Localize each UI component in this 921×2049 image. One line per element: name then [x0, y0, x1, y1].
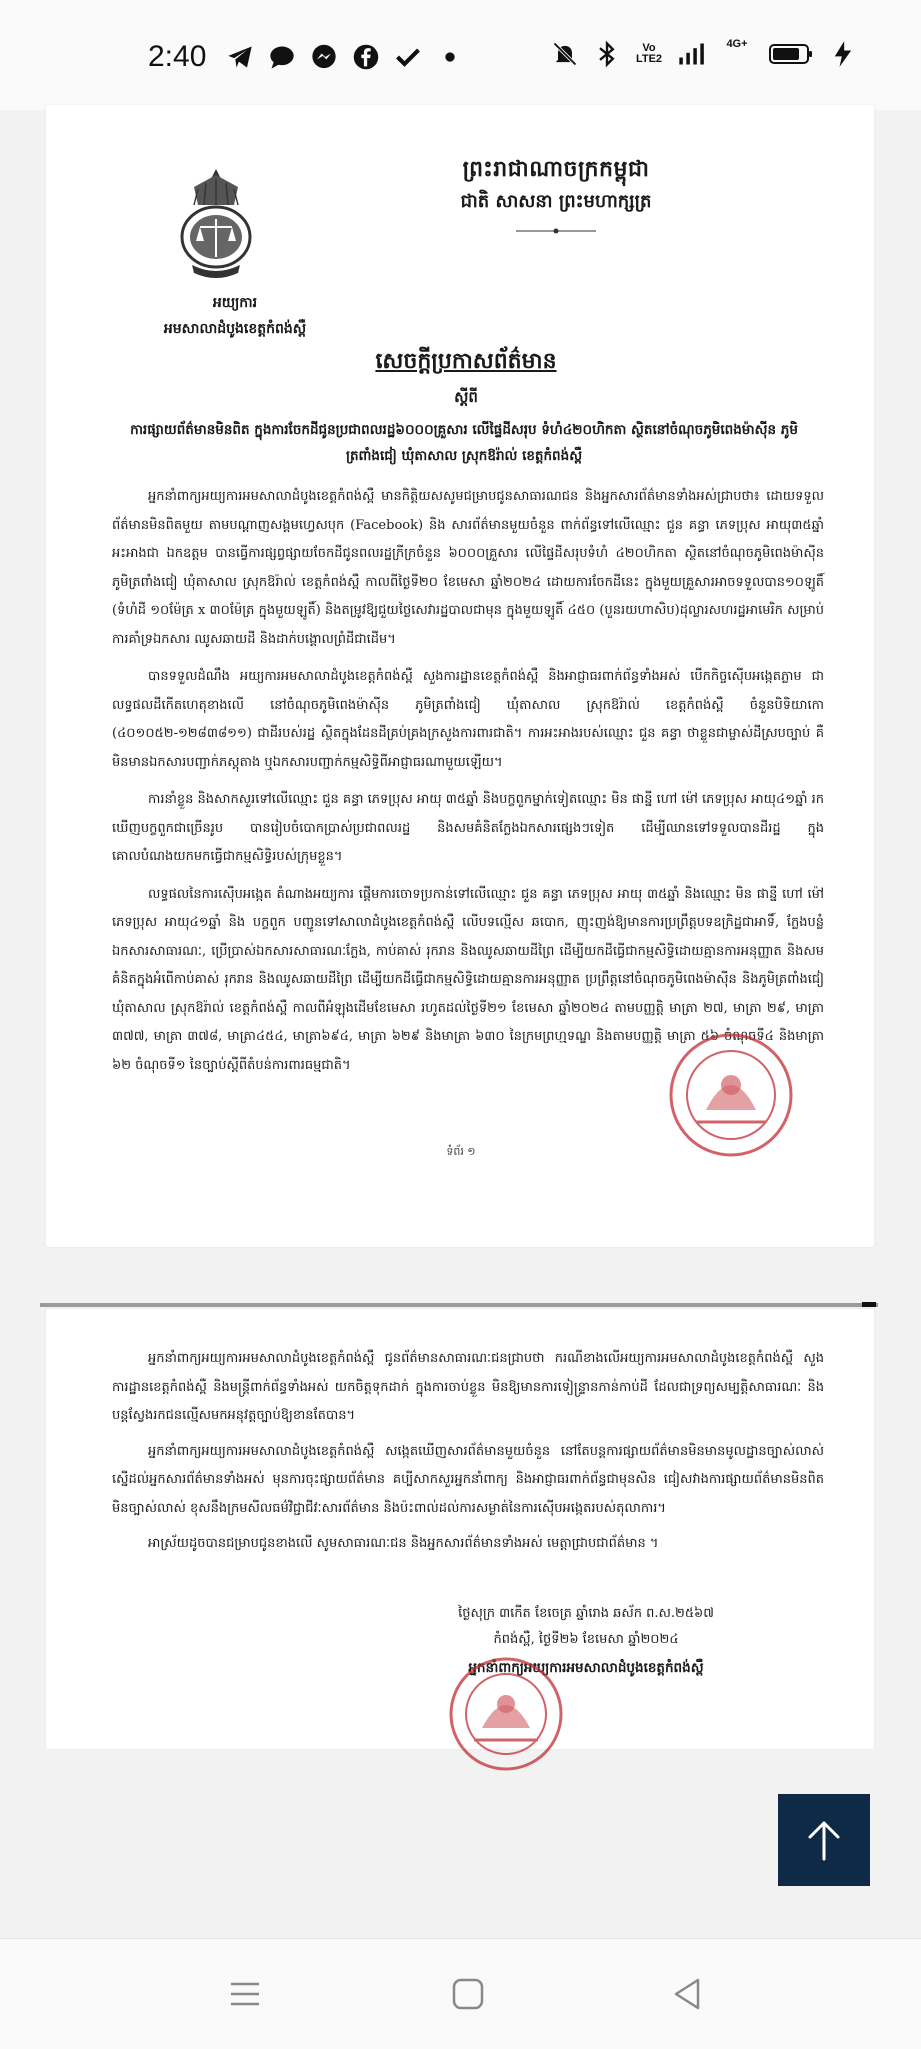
paragraph: ការនាំខ្លួន និងសាកសួរទៅលើឈ្មោះ ជួន គន្ធា ភេទប្រុស អាយុ ៣៥ឆ្នាំ និងបក្ខពួកម្នាក់ទៀតឈ្មោះ មិន ផាន្នី ហៅ ម៉ៅ ភេទប្រុស អាយុ៤១ឆ្នាំ រកឃើញបក្ខពួកជាច្រើនរូប បានរៀបចំបោកប្រាស់ប្រជាពលរដ្ឋ និងសមគំនិតក្លែងឯកសារផ្សេងៗទៀត ដើម្បីឈានទៅទទួលបានដីរដ្ឋ ក្នុងគោលបំណងយកមកធ្វើជាកម្មសិទ្ធិរបស់ក្រុមខ្លួន។ [112, 792, 824, 864]
chat-bubble-icon [268, 43, 296, 71]
page-divider [40, 1303, 878, 1307]
home-button[interactable] [448, 1974, 488, 2014]
document-page-1 [46, 105, 874, 1247]
document-page-2 [46, 1309, 874, 1749]
ornament-divider [516, 227, 596, 235]
back-icon [670, 1976, 706, 2012]
paragraph: លទ្ធផលនៃការស៊ើបអង្កេត តំណាងអយ្យការ ផ្ដើមការចោទប្រកាន់ទៅលើឈ្មោះ ជួន គន្ធា ភេទប្រុស អាយុ ៣៥ឆ្នាំ និងឈ្មោះ មិន ផាន្នី ហៅ ម៉ៅ ភេទប្រុស អាយុ៤១ឆ្នាំ និង បក្ខពួក បញ្ជូនទៅសាលាដំបូងខេត្តកំពង់ស្ពឺ លើបទល្មើស ឆបោក, ញុះញង់ឱ្យមានការប្រព្រឹត្តបទឧក្រិដ្ឋជាអាទិ៍, ក្លែងបន្លំឯកសារសាធារណៈ, ប្រើប្រាស់ឯកសារសាធារណៈក្លែង, កាប់គាស់ រុករាន និងឈូសឆាយដីព្រៃ ដើម្បីយកដីធ្វើជាកម្មសិទ្ធិដោយគ្មានការអនុញ្ញាត និងសមគំនិតក្នុងអំពើកាប់គាស់ រុករាន និងឈូសឆាយដីព្រៃ ដើម្បីយកដីធ្វើជាកម្មសិទ្ធិដោយគ្មានការអនុញ្ញាត ប្រព្រឹត្តនៅចំណុចភូមិពេងម៉ាស៊ីន និងភូមិត្រពាំងជៀ ឃុំតាសាល ស្រុកឱរ៉ាល់ ខេត្តកំពង់ស្ពឺ កាលពីអំឡុងដើមខែមេសា រហូតដល់ថ្ងៃទី២១ ខែមេសា ឆ្នាំ២០២៤ តាមបញ្ញត្តិ មាត្រា ២៧, មាត្រា ២៩, មាត្រា ៣៧៧, មាត្រា ៣៧៨, មាត្រា៤៥៤, មាត្រា៦៩៤, មាត្រា ៦២៩ និងមាត្រា ៦៣០ នៃក្រមព្រហ្មទណ្ឌ និងតាមបញ្ញត្តិ មាត្រា ៥៦ ចំណុចទី៤ និងមាត្រា ៦២ ចំណុចទី១ នៃច្បាប់ស្ដីពីតំបន់ការពារធម្មជាតិ។ [112, 886, 824, 1073]
volte-label-bottom: LTE2 [635, 53, 663, 65]
paragraph: អ្នកនាំពាក្យអយ្យការអមសាលាដំបូងខេត្តកំពង់ស្ពឺ មានកិត្តិយសសូមជម្រាបជូនសាធារណជន និងអ្នកសារព័ត៌មានទាំងអស់ជ្រាបថា៖ ដោយទទួលព័ត៌មានមិនពិតមួយ តាមបណ្ដាញសង្គមហ្វេសបុក (Facebook) និង សារព័ត៌មានមួយចំនួន ពាក់ព័ន្ធទៅលើឈ្មោះ ជួន គន្ធា ភេទប្រុស អាយុ៣៥ឆ្នាំ អះអាងជា ឯកឧត្តម បានធ្វើការផ្សព្វផ្សាយចែកដីជូនពលរដ្ឋក្រីក្រចំនួន ៦០០០គ្រួសារ លើផ្ទៃដីសរុបទំហំ ៤២០ហិកតា ស្ថិតនៅចំណុចភូមិពេងម៉ាស៊ីន ភូមិត្រពាំងជៀ ឃុំតាសាល ស្រុកឱរ៉ាល់ ខេត្តកំពង់ស្ពឺ កាលពីថ្ងៃទី២០ ខែមេសា ឆ្នាំ២០២៤ ដោយការចែកដីនេះ ក្នុងមួយគ្រួសារអាចទទួលបាន១០ឡូតិ៍ (ទំហំដី ១០ម៉ែត្រ x ៣០ម៉ែត្រ ក្នុងមួយឡូតិ៍) និងតម្រូវឱ្យជួយថ្លៃសេវារដ្ឋបាលជាមុន ក្នុងមួយឡូតិ៍ ៤៥០ (បួនរយហាសិប)ដុល្លារសហរដ្ឋអាមេរិក សម្រាប់ការគាំទ្រឯកសារ ឈូសឆាយដី និងដាក់បង្គោលព្រំដីជាដើម។ [112, 489, 824, 647]
page-number: ទំព័រ ១ [446, 1145, 476, 1158]
ministry-emblem-icon [174, 165, 258, 295]
ministry-name [120, 290, 350, 342]
official-seal-icon [666, 1030, 796, 1160]
status-bar [0, 0, 921, 110]
solar-date: កំពង់ស្ពឺ, ថ្ងៃទី២៦ ខែមេសា ឆ្នាំ២០២៤ [493, 1632, 679, 1647]
paragraph: អ្នកនាំពាក្យអយ្យការអមសាលាដំបូងខេត្តកំពង់ស្ពឺ ជូនព័ត៌មានសាធារណៈជនជ្រាបថា ករណីខាងលើអយ្យការអមសាលាដំបូងខេត្តកំពង់ស្ពឺ សួងការដ្ឋានខេត្តកំពង់ស្ពឺ និងមន្ត្រីពាក់ព័ន្ធទាំងអស់ យកចិត្តទុកដាក់ ក្នុងការចាប់ខ្លួន មិនឱ្យមានការទៀន្ទ្រានកាន់កាប់ដី ដែលជាទ្រព្យសម្បត្តិសាធារណៈ និងបន្តស្វែងរកជនល្មើសមកអនុវត្តច្បាប់ឱ្យខានតែបាន។ [112, 1351, 824, 1423]
navigation-bar [0, 1938, 921, 2049]
recent-apps-icon [227, 1976, 263, 2012]
facebook-icon [352, 43, 380, 71]
network-4g-icon [719, 40, 755, 68]
page-1-body [112, 483, 824, 1089]
paragraph: អ្នកនាំពាក្យអយ្យការអមសាលាដំបូងខេត្តកំពង់ស្ពឺ សង្កេតឃើញសារព័ត៌មានមួយចំនួន នៅតែបន្តការផ្សាយព័ត៌មានមិនមានមូលដ្ឋានច្បាស់លាស់ ស្នើដល់អ្នកសារព័ត៌មានទាំងអស់ មុនការចុះផ្សាយព័ត៌មាន គប្បីសាកសួរអ្នកនាំពាក្យ និងអាជ្ញាធរពាក់ព័ន្ធជាមុនសិន ជៀសវាងការផ្សាយព័ត៌មានមិនពិត មិនច្បាស់លាស់ ខុសនឹងក្រមសីលធម៌វិជ្ជាជីវៈសារព័ត៌មាន និងប៉ះពាល់ដល់ការសម្ងាត់នៃការស៊ើបអង្កេតរបស់តុលាការ។ [112, 1443, 824, 1516]
document-title: សេចក្ដីប្រកាសព័ត៌មាន [375, 348, 557, 374]
page-divider-mark [862, 1302, 876, 1307]
arrow-up-icon [801, 1817, 847, 1863]
back-button[interactable] [668, 1974, 708, 2014]
paragraph: បានទទួលដំណឹង អយ្យការអមសាលាដំបូងខេត្តកំពង់ស្ពឺ សួងការដ្ឋានខេត្តកំពង់ស្ពឺ និងអាជ្ញាធរពាក់ព័ន្ធទាំងអស់ បើកកិច្ចស៊ើបអង្កេតភ្លាម ជាលទ្ធផលដីកើតហេតុខាងលើ នៅចំណុចភូមិពេងម៉ាស៊ីន ភូមិត្រពាំងជៀ ឃុំតាសាល ស្រុកឱរ៉ាល់ ខេត្តកំពង់ស្ពឺ ចំនួនបិទិយាកោ (៤០១០៥២-១២៨៣៨១១) ជាដីរបស់រដ្ឋ ស្ថិតក្នុងដែនដីគ្រប់គ្រងក្រសួងការពារជាតិ។ ការអះអាងរបស់ឈ្មោះ ជួន គន្ធា ថាខ្លួនជាម្ចាស់ដីស្របច្បាប់ គឺមិនមានឯកសារបញ្ជាក់ភស្តុតាង ឬឯកសារបញ្ជាក់កម្មសិទ្ធិពីអាជ្ញាធរណាមួយឡើយ។ [112, 669, 824, 770]
mute-icon [551, 40, 579, 68]
recent-apps-button[interactable] [225, 1974, 265, 2014]
kingdom-header: ព្រះរាជាណាចក្រកម្ពុជា [462, 156, 650, 182]
messenger-icon [310, 43, 338, 71]
signer-title: អ្នកនាំពាក្យអយ្យការអមសាលាដំបូងខេត្តកំពង់ស្ពឺ [468, 1660, 704, 1676]
bluetooth-icon [593, 40, 621, 68]
status-right [551, 40, 857, 68]
official-seal-icon [446, 1654, 566, 1774]
charging-icon [829, 40, 857, 68]
ministry-line-2: អមសាលាដំបូងខេត្តកំពង់ស្ពឺ [163, 321, 307, 337]
subject-label: ស្ដីពី [454, 388, 478, 406]
paragraph: អាស្រ័យដូចបានជម្រាបជូនខាងលើ សូមសាធារណៈជន និងអ្នកសារព័ត៌មានទាំងអស់ មេត្តាជ្រាបជាព័ត៌មាន ។ [148, 1536, 659, 1551]
page-2-body [112, 1345, 824, 1566]
check-icon [394, 43, 422, 71]
national-motto: ជាតិ សាសនា ព្រះមហាក្សត្រ [460, 191, 652, 212]
home-icon [450, 1976, 486, 2012]
back-to-top-button[interactable] [778, 1794, 870, 1886]
volte-icon [635, 40, 663, 68]
lunar-date: ថ្ងៃសុក្រ ៣កើត ខែចេត្រ ឆ្នាំរោង ឆស័ក ព.ស.២៥៦៧ [458, 1606, 714, 1621]
ministry-line-1: អយ្យការ [212, 295, 258, 311]
status-time: 2:40 [148, 40, 207, 73]
battery-icon [769, 40, 815, 68]
volte-label-top: Vo [642, 42, 656, 54]
status-left [148, 40, 464, 74]
telegram-icon [226, 43, 254, 71]
dot-icon [436, 43, 464, 71]
signal-icon [677, 40, 705, 68]
document-subject: ការផ្សាយព័ត៌មានមិនពិត ក្នុងការចែកដីជូនប្រជាពលរដ្ឋ៦០០០គ្រួសារ លើផ្ទៃដីសរុប ទំហំ៤២០ហិកតា ស្ថិតនៅចំណុចភូមិពេងម៉ាស៊ីន ភូមិត្រពាំងជៀ ឃុំតាសាល ស្រុកឱរ៉ាល់ ខេត្តកំពង់ស្ពឺ [130, 422, 798, 464]
network-label: 4G+ [726, 38, 748, 50]
